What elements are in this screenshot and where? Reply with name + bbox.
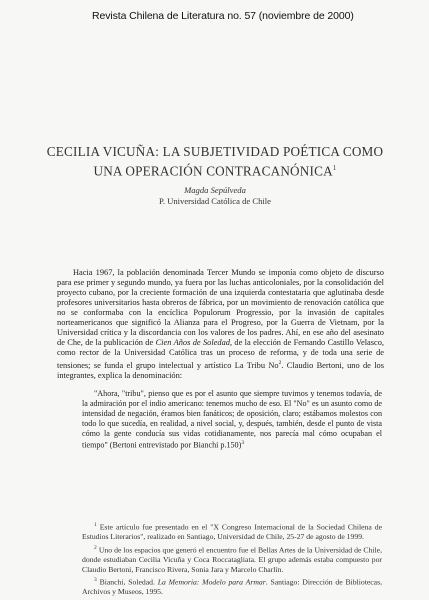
title-line-2 (40, 160, 390, 179)
footnote-1-text: Este artículo fue presentado en el "X Congreso Internacional de la Sociedad Chilena de Estudios Literarios", realizado en Santiago, Universidad de Chile, 25-27 de agosto de 1999. (82, 522, 382, 542)
footnote-3-text-a: Bianchi, Soledad. (99, 577, 158, 587)
author-affiliation: P. Universidad Católica de Chile (159, 196, 271, 206)
block-quote (82, 389, 382, 450)
footnote-3-number: 3 (94, 577, 97, 584)
body-p1-a: Hacia 1967, la población denominada Tercer Mundo se imponía como objeto de discurso para ese primer y segundo mundo, ya fuera por las luchas anticoloniales, por la consolidación del proyecto cubano, por la creciente formación de una izquierda contestataria que aglutinaba desde profesores universitarios hasta obreros de fábrica, por un movimiento de renovación católica que no se conformaba con la encíclica Populorum Progressio, por la invasión de capitales norteamericanos que significó la Alianza para el Progreso, por la Guerra de Vietnam, por la Universidad crítica y la discordancia con los valores de los padres. Ahí, en ese año del asesinato de Che, de la publicación de (57, 268, 384, 348)
footnotes (82, 521, 382, 599)
quote-paragraph (82, 389, 382, 450)
footnote-3 (82, 576, 382, 597)
footnote-2-text: Uno de los espacios que generó el encuentro fue el Bellas Artes de la Universidad de Chile, donde estudiaban Cecilia Vicuña y Coca Roccatagliata. El grupo además estaba compuesto por Claudio Bertoni, Francisco Rivera, Sonia Jara y Marcelo Charlín. (82, 545, 383, 574)
footnote-2 (82, 544, 382, 574)
body-footnote-ref: 2 (278, 360, 282, 367)
footnote-3-text-b: . Santiago: Dirección de Bibliotecas, Archivos y Museos, 1995. (82, 577, 382, 597)
body-p1-b: , de la elección de Fernando Castillo Velasco, como rector de la Universidad Católica tras un proceso de reforma, y de toda una serie de tensiones; se funda el grupo intelectual y artístico La Tribu No (57, 338, 384, 371)
body-paragraph (57, 268, 384, 381)
body-p1-book-title: Cien Años de Soledad (155, 338, 230, 348)
body-p1-c: . Claudio Bertoni, uno de los integrantes, explica la denominación: (57, 361, 384, 381)
running-header: Revista Chilena de Literatura no. 57 (noviembre de 2000) (92, 10, 354, 22)
author-block (40, 185, 390, 207)
footnote-1-number: 1 (94, 522, 97, 528)
footnote-3-title: La Memoria: Modelo para Armar (157, 577, 266, 587)
quote-text: "Ahora, "tribu", pienso que es por el asunto que siempre tuvimos y tenemos todavía, de la admiración por el indio americano: tenemos mucho de eso. El "No" es un asunto como de intensidad de negación, éramos bien fanáticos; de oposición, claro; estábamos molestos con todo lo que sucedía, en realidad, a nivel social, y, después, también, desde el punto de vista cómo la gente conducía sus vidas cotidianamente, nos parecía mal cómo ocupaban el tiempo" (Bertoni entrevistado por Bianchi p.150) (82, 389, 382, 450)
title-footnote-ref: 1 (332, 164, 337, 172)
author-name: Magda Sepúlveda (184, 185, 246, 195)
title-line-2-text: UNA OPERACIÓN CONTRACANÓNICA (93, 163, 333, 179)
article-title (40, 143, 390, 179)
quote-footnote-ref: 3 (241, 439, 245, 446)
body-text (57, 268, 384, 381)
title-line-1: CECILIA VICUÑA: LA SUBJETIVIDAD POÉTICA COMO (46, 144, 384, 159)
footnote-1 (82, 521, 382, 542)
footnote-2-number: 2 (94, 544, 97, 551)
